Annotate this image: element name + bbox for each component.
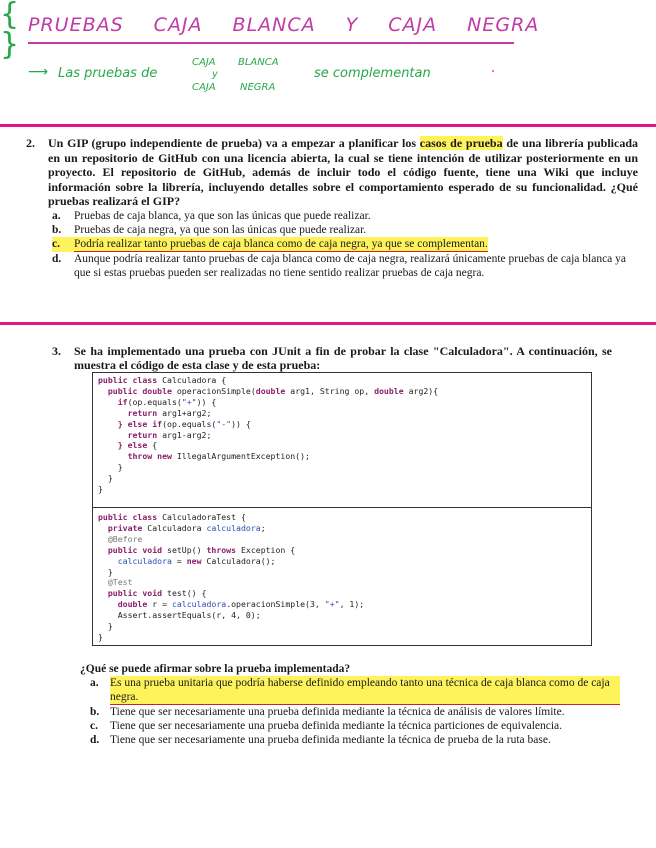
code-token: test() { (162, 588, 207, 599)
code-token: return (98, 407, 158, 418)
note-y: y (212, 69, 218, 80)
code-token: double (98, 599, 148, 610)
question-text-part: de una librería publicada en un repositorio de GitHub con una licencia abierta, la cual se tiene intención de utilizar posteriormente en un proyecto. El repositorio de GitHub, además de incluir todo el código fuente, tiene una Wiki que incluye información sobre la librería, incluyendo detalles sobre el comportamiento esperado de su funcionalidad. ¿Qué pruebas realizará el GIP? (48, 136, 639, 208)
question-2 (26, 136, 638, 280)
answer-options (80, 676, 620, 747)
option-letter: a. (52, 209, 61, 222)
code-token: ; (260, 522, 266, 533)
highlighted-term: casos de prueba (419, 136, 503, 150)
option-letter: a. (90, 677, 99, 689)
calculadora-class-code (93, 373, 591, 507)
question-number: 3. (52, 344, 61, 358)
calculadora-test-code (93, 510, 591, 645)
code-token: double (255, 385, 286, 396)
code-token: } (98, 631, 103, 642)
code-token: = (171, 555, 187, 566)
code-token: calculadora (206, 522, 261, 533)
code-token: } else if (98, 418, 163, 429)
code-token: } (98, 621, 113, 632)
title-underline (28, 42, 514, 44)
code-token: @Before (98, 533, 143, 544)
question-text (48, 136, 638, 209)
left-brace-icon: { (0, 0, 20, 32)
section-divider (0, 322, 656, 325)
option-letter: d. (90, 734, 100, 746)
code-token: new (186, 555, 202, 566)
title-word: CAJA (153, 14, 203, 36)
code-token: public void (98, 588, 163, 599)
option-a[interactable] (90, 676, 620, 705)
code-token: operacionSimple( (171, 385, 256, 396)
question-3-prompt (80, 662, 620, 676)
code-token: arg1+arg2; (157, 407, 212, 418)
handwritten-title (28, 14, 569, 36)
arrow-icon: ⟶ (28, 64, 49, 80)
code-token: )) { (196, 396, 217, 407)
note-start-text: Las pruebas de (58, 66, 158, 81)
code-token: public class (98, 512, 158, 522)
code-token: IllegalArgumentException(); (171, 451, 310, 462)
code-listing (92, 372, 592, 646)
code-token: @Test (98, 577, 133, 588)
code-token: Assert.assertEquals(r, 4, 0); (98, 610, 261, 621)
option-d[interactable] (52, 252, 638, 280)
code-token: Calculadora { (157, 375, 227, 385)
code-token: CalculadoraTest { (157, 512, 246, 522)
code-divider (93, 507, 591, 508)
note-end-text: se complementan (314, 66, 431, 81)
option-c[interactable] (52, 237, 638, 252)
title-word: PRUEBAS (28, 14, 124, 36)
code-token: calculadora (171, 599, 227, 610)
code-token: Calculadora(); (201, 555, 276, 566)
option-c[interactable] (90, 719, 620, 733)
section-divider (0, 124, 656, 127)
code-token: )) { (231, 418, 251, 429)
code-token: private (98, 522, 143, 533)
code-token: } (98, 484, 103, 495)
code-token: double (374, 385, 404, 396)
question-3-answers (80, 662, 620, 747)
code-token: } else (98, 440, 148, 451)
code-token: setUp() (162, 544, 207, 555)
option-text-highlighted: Podría realizar tanto pruebas de caja blanca como de caja negra, ya que se complementan. (74, 237, 488, 250)
code-token: public void (98, 544, 163, 555)
code-token: return (98, 429, 158, 440)
option-text: Tiene que ser necesariamente una prueba definida mediante la técnica de análisis de valores límite. (110, 706, 565, 718)
question-3 (52, 344, 612, 372)
title-word: NEGRA (467, 14, 540, 36)
ink-dot (492, 70, 494, 72)
code-token: "+" (324, 599, 340, 610)
option-text: Aunque podría realizar tanto pruebas de caja blanca como de caja negra, realizará únicamente pruebas de caja blanca ya que si estas pruebas pueden ser realizadas no tiene sentido realizar pruebas de caja negra. (74, 252, 627, 279)
option-text: Tiene que ser necesariamente una prueba definida mediante la técnica particiones de equivalencia. (110, 720, 563, 732)
answer-options (26, 209, 638, 280)
note-caja-1: CAJA (192, 57, 216, 68)
option-letter: c. (52, 237, 74, 252)
code-token: arg1-arg2; (157, 429, 212, 440)
code-token: } (98, 462, 123, 473)
option-a[interactable] (52, 209, 638, 223)
code-token: .operacionSimple(3, (226, 599, 325, 610)
option-b[interactable] (90, 705, 620, 719)
code-token: (op.equals( (127, 396, 182, 407)
code-token: if (98, 396, 128, 407)
code-token: (op.equals( (162, 418, 217, 429)
note-negra: NEGRA (240, 82, 276, 93)
option-letter: c. (90, 720, 98, 732)
code-token: "-" (216, 418, 232, 429)
code-token: r = (147, 599, 172, 610)
option-text: Pruebas de caja negra, ya que son las únicas que puede realizar. (74, 223, 367, 236)
option-letter: d. (52, 252, 62, 265)
option-text: Tiene que ser necesariamente una prueba definida mediante la técnica de prueba de la ruta base. (110, 734, 551, 746)
title-word: CAJA (388, 14, 438, 36)
question-2-stem (26, 136, 638, 209)
code-token: Exception { (236, 544, 296, 555)
note-caja-2: CAJA (192, 82, 216, 93)
note-blanca: BLANCA (238, 57, 279, 68)
question-number: 2. (26, 136, 35, 150)
question-text: Se ha implementado una prueba con JUnit a fin de probar la clase "Calculadora". A continuación, se muestra el código de esta clase y de esta prueba: (74, 344, 612, 372)
question-text-part: Un GIP (grupo independiente de prueba) va a empezar a planificar los (48, 136, 420, 150)
code-token: public double (98, 385, 172, 396)
code-token: } (98, 566, 113, 577)
code-token: throws (206, 544, 237, 555)
option-letter: b. (52, 223, 62, 236)
code-token: throw new (98, 451, 172, 462)
option-letter: b. (90, 706, 100, 718)
title-word: Y (345, 14, 359, 36)
option-b[interactable] (52, 223, 638, 237)
code-token: calculadora (98, 555, 172, 566)
code-token: Calculadora (142, 522, 207, 533)
title-word: BLANCA (232, 14, 316, 36)
option-d[interactable] (90, 733, 620, 747)
option-text: Pruebas de caja blanca, ya que son las únicas que puede realizar. (74, 209, 371, 222)
code-token: public class (98, 375, 158, 385)
code-token: arg2){ (403, 385, 439, 396)
question-text: ¿Qué se puede afirmar sobre la prueba implementada? (80, 663, 351, 675)
code-token: "+" (181, 396, 197, 407)
code-token: , 1); (339, 599, 365, 610)
right-brace-icon: } (0, 27, 20, 62)
option-text-highlighted: Es una prueba unitaria que podría haberse definido empleando tanto una técnica de caja blanca como de caja negra. (110, 676, 620, 705)
code-token: { (147, 440, 158, 451)
question-3-stem (52, 344, 612, 372)
code-token: } (98, 473, 113, 484)
code-token: arg1, String op, (285, 385, 375, 396)
